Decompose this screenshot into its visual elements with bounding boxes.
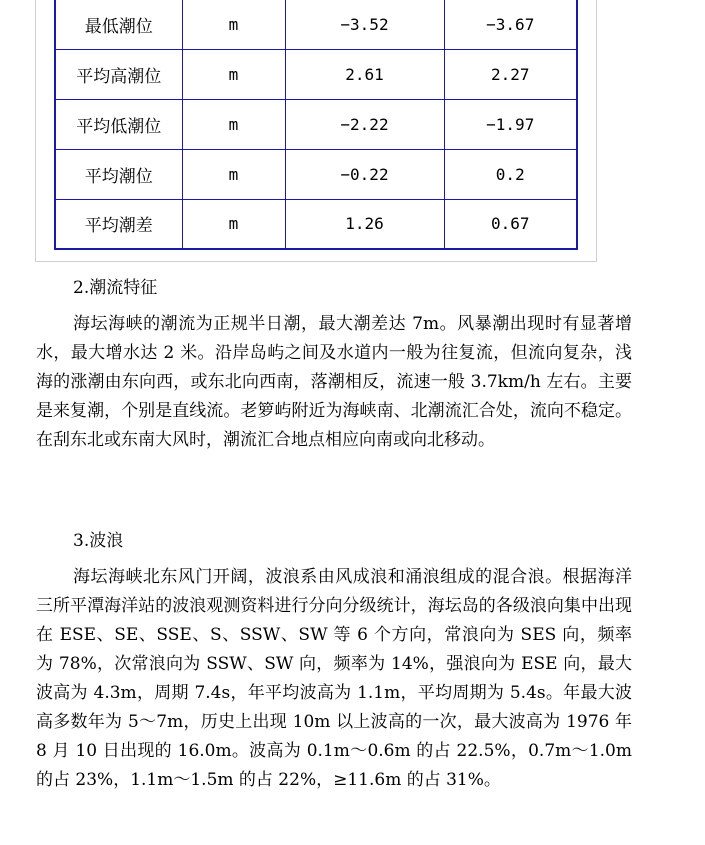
row-unit-cell: m	[182, 49, 285, 99]
section3-paragraph: 海坛海峡北东风门开阔，波浪系由风成浪和涌浪组成的混合浪。根据海洋三所平潭海洋站的波浪观测资料进行分向分级统计，海坛岛的各级浪向集中出现在 ESE、SE、SSE、S、SSW、SW 等 6 个方向，常浪向为 SES 向，频率为 78%，次常浪向为 SSW、SW 向，频率为 14%，强浪向为 ESE 向，最大波高为 4.3m，周期 7.4s，年平均波高为 1.1m，平均周期为 5.4s。年最大波高多数年为 5～7m，历史上出现 10m 以上波高的一次，最大波高为 1976 年 8 月 10 日出现的 16.0m。波高为 0.1m～0.6m 的占 22.5%，0.7m～1.0m 的占 23%，1.1m～1.5m 的占 22%，≥11.6m 的占 31%。	[36, 567, 632, 790]
row-unit-cell: m	[182, 99, 285, 149]
row-value1-cell: 1.26	[285, 199, 444, 249]
row-value2-cell: −3.67	[444, 0, 577, 49]
section2-paragraph: 海坛海峡的潮流为正规半日潮，最大潮差达 7m。风暴潮出现时有显著增水，最大增水达 2 米。沿岸岛屿之间及水道内一般为往复流，但流向复杂，浅海的涨潮由东向西，或东北向西南，落潮相反，流速一般 3.7km/h 左右。主要是来复潮，个别是直线流。老箩屿附近为海峡南、北潮流汇合处，流向不稳定。在刮东北或东南大风时，潮流汇合地点相应向南或向北移动。	[36, 314, 632, 450]
row-value2-cell: 0.67	[444, 199, 577, 249]
table-row	[55, 0, 577, 49]
row-unit-cell: m	[182, 0, 285, 49]
section2-heading: 2.潮流特征	[73, 278, 158, 298]
row-value1-cell: −2.22	[285, 99, 444, 149]
row-unit-cell: m	[182, 199, 285, 249]
tide-table	[54, 0, 578, 250]
row-name-cell: 平均高潮位	[55, 49, 182, 99]
section3-heading: 3.波浪	[73, 531, 124, 551]
table-row	[55, 99, 577, 149]
row-value1-cell: −0.22	[285, 149, 444, 199]
row-value2-cell: −1.97	[444, 99, 577, 149]
row-value2-cell: 2.27	[444, 49, 577, 99]
row-name-cell: 平均潮差	[55, 199, 182, 249]
row-value1-cell: 2.61	[285, 49, 444, 99]
row-name-cell: 平均低潮位	[55, 99, 182, 149]
table-row	[55, 149, 577, 199]
table-row	[55, 199, 577, 249]
section3-body-block	[36, 563, 632, 795]
row-name-cell: 平均潮位	[55, 149, 182, 199]
row-unit-cell: m	[182, 149, 285, 199]
section2-body-block	[36, 310, 632, 455]
row-name-cell: 最低潮位	[55, 0, 182, 49]
table-row	[55, 49, 577, 99]
row-value2-cell: 0.2	[444, 149, 577, 199]
row-value1-cell: −3.52	[285, 0, 444, 49]
